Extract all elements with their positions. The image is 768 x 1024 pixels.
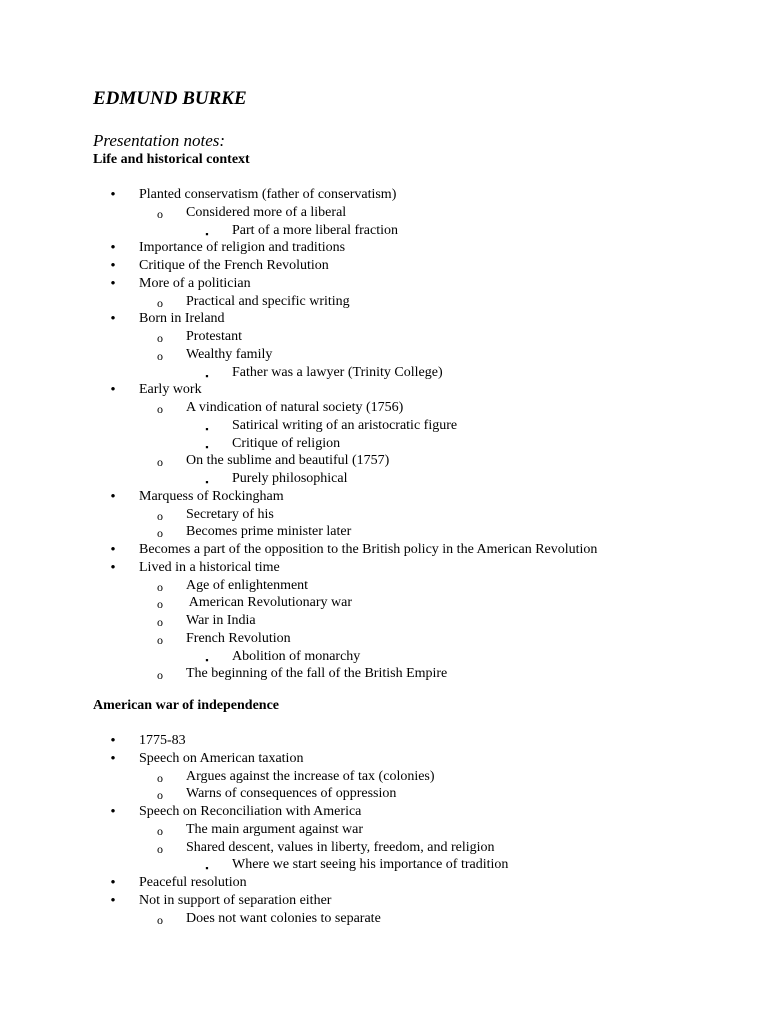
- bullet-marker: ▪: [205, 477, 209, 487]
- outline-item-text: Early work: [139, 382, 202, 397]
- outline-item-text: Where we start seeing his importance of tradition: [232, 857, 509, 872]
- section-heading-life: Life and historical context: [93, 152, 250, 167]
- outline-item-text: Satirical writing of an aristocratic figure: [232, 418, 458, 433]
- outline-item-text: French Revolution: [186, 631, 291, 646]
- outline-item-text: The beginning of the fall of the British Empire: [186, 666, 448, 681]
- bullet-marker: o: [157, 509, 163, 523]
- outline-item-text: Planted conservatism (father of conservatism): [139, 187, 397, 202]
- outline-item-text: Does not want colonies to separate: [186, 911, 381, 926]
- bullet-marker: •: [110, 382, 116, 398]
- outline-item-text: Age of enlightenment: [186, 578, 309, 593]
- bullet-marker: ▪: [205, 229, 209, 239]
- outline-item-text: Warns of consequences of oppression: [186, 786, 397, 801]
- outline-item-text: Speech on American taxation: [139, 751, 304, 766]
- outline-item-text: On the sublime and beautiful (1757): [186, 453, 390, 468]
- outline-item-text: Practical and specific writing: [186, 294, 350, 309]
- outline-item-text: Argues against the increase of tax (colonies): [186, 769, 435, 784]
- bullet-marker: •: [110, 489, 116, 505]
- outline-item-text: Father was a lawyer (Trinity College): [232, 365, 443, 380]
- outline-item-text: Critique of the French Revolution: [139, 258, 329, 273]
- bullet-marker: •: [110, 893, 116, 909]
- outline-item-text: Born in Ireland: [139, 311, 225, 326]
- bullet-marker: o: [157, 402, 163, 416]
- bullet-marker: o: [157, 788, 163, 802]
- bullet-marker: o: [157, 455, 163, 469]
- bullet-marker: •: [110, 258, 116, 274]
- bullet-marker: •: [110, 311, 116, 327]
- bullet-marker: o: [157, 597, 163, 611]
- outline-item-text: Considered more of a liberal: [186, 205, 347, 220]
- outline-item-text: Protestant: [186, 329, 242, 344]
- bullet-marker: o: [157, 842, 163, 856]
- bullet-marker: ▪: [205, 371, 209, 381]
- outline-item-text: More of a politician: [139, 276, 251, 291]
- outline-item-text: Speech on Reconciliation with America: [139, 804, 362, 819]
- bullet-marker: ▪: [205, 655, 209, 665]
- outline-item-text: Critique of religion: [232, 436, 341, 451]
- bullet-marker: o: [157, 668, 163, 682]
- bullet-marker: •: [110, 276, 116, 292]
- bullet-marker: •: [110, 560, 116, 576]
- document-title: EDMUND BURKE: [93, 88, 247, 109]
- bullet-marker: •: [110, 240, 116, 256]
- outline-item-text: 1775-83: [139, 733, 186, 748]
- outline-item-text: Peaceful resolution: [139, 875, 247, 890]
- outline-item-text: Not in support of separation either: [139, 893, 332, 908]
- outline-item-text: The main argument against war: [186, 822, 364, 837]
- outline-item-text: Importance of religion and traditions: [139, 240, 346, 255]
- outline-item-text: A vindication of natural society (1756): [186, 400, 404, 415]
- bullet-marker: •: [110, 804, 116, 820]
- outline-item-text: Marquess of Rockingham: [139, 489, 284, 504]
- bullet-marker: o: [157, 633, 163, 647]
- outline-item-text: Becomes prime minister later: [186, 524, 352, 539]
- bullet-marker: •: [110, 875, 116, 891]
- bullet-marker: •: [110, 187, 116, 203]
- bullet-marker: o: [157, 296, 163, 310]
- bullet-marker: •: [110, 542, 116, 558]
- outline-item-text: Secretary of his: [186, 507, 274, 522]
- bullet-marker: o: [157, 331, 163, 345]
- bullet-marker: •: [110, 751, 116, 767]
- section-heading-american-war: American war of independence: [93, 698, 279, 713]
- bullet-marker: o: [157, 207, 163, 221]
- outline-item-text: Wealthy family: [186, 347, 273, 362]
- bullet-marker: o: [157, 824, 163, 838]
- outline-item-text: Purely philosophical: [232, 471, 348, 486]
- outline-item-text: Becomes a part of the opposition to the British policy in the American Revolution: [139, 542, 598, 557]
- bullet-marker: ▪: [205, 424, 209, 434]
- bullet-marker: o: [157, 771, 163, 785]
- outline-item-text: Part of a more liberal fraction: [232, 223, 398, 238]
- document-subtitle: Presentation notes:: [93, 131, 226, 150]
- bullet-marker: o: [157, 349, 163, 363]
- outline-item-text: Abolition of monarchy: [232, 649, 361, 664]
- bullet-marker: ▪: [205, 863, 209, 873]
- bullet-marker: o: [157, 580, 163, 594]
- outline-item-text: War in India: [186, 613, 256, 628]
- bullet-marker: o: [157, 913, 163, 927]
- bullet-marker: ▪: [205, 442, 209, 452]
- bullet-marker: o: [157, 526, 163, 540]
- bullet-marker: •: [110, 733, 116, 749]
- bullet-marker: o: [157, 615, 163, 629]
- outline-item-text: Shared descent, values in liberty, freedom, and religion: [186, 840, 495, 855]
- outline-item-text: American Revolutionary war: [186, 595, 353, 610]
- outline-item-text: Lived in a historical time: [139, 560, 280, 575]
